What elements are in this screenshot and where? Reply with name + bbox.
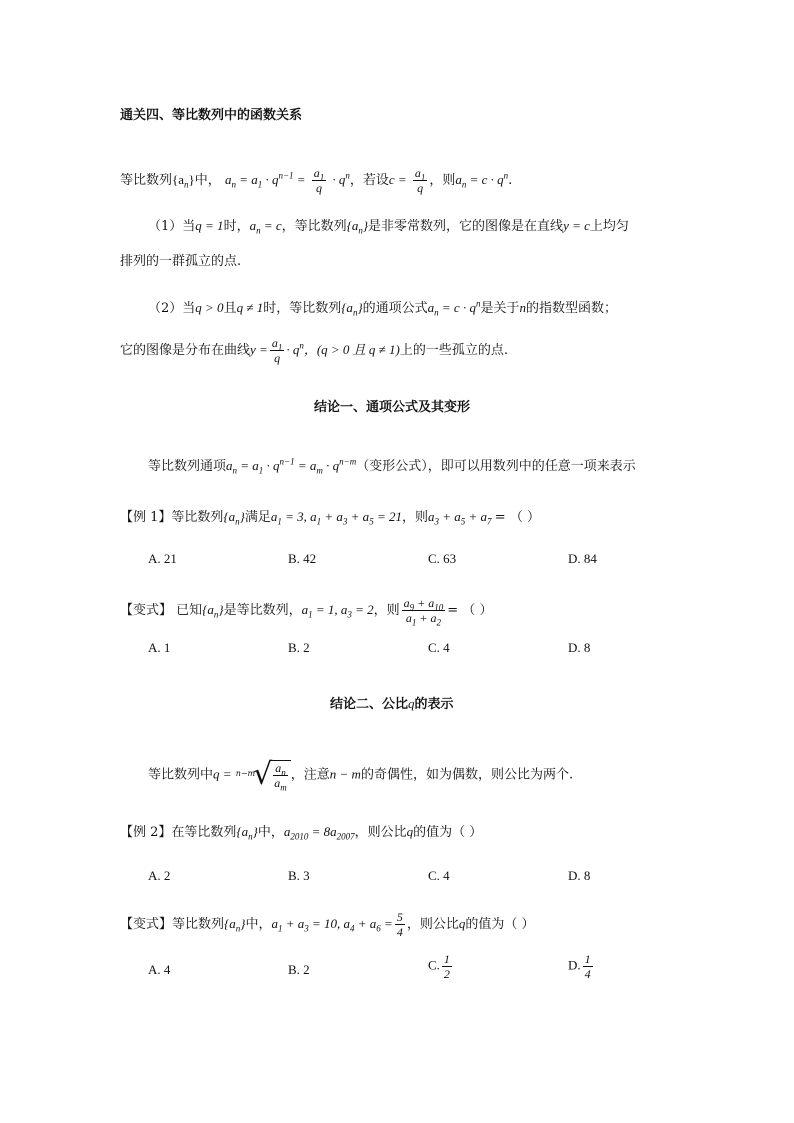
intro-formula-tail: · $q^n$ [332, 170, 350, 187]
conclusion-2-title: 结论二、公比q的表示 [330, 696, 454, 712]
example-2-option-c[interactable]: C. 4 [428, 868, 450, 883]
variant-2-option-c[interactable]: C. $\frac{1}{2}$ [428, 952, 450, 981]
intro-c-eq: c = [388, 172, 407, 187]
example-2-option-a[interactable]: A. 2 [148, 868, 171, 883]
example-2-option-d[interactable]: D. 8 [568, 868, 591, 883]
example-1-option-a[interactable]: A. 21 [148, 551, 177, 566]
point-2-line-1: （2）当q > 0且q ≠ 1时，等比数列$\{a_n\}$的通项公式$a_n = c \cdot q^n$是关于n的指数型函数； [148, 298, 617, 318]
intro-suffix2: ，则 [429, 173, 456, 188]
conclusion-2-body: 等比数列中q = n−m √ $\frac{a_n}{a_m}$ ，注意n − m的奇偶性，如为偶数，则公比为两个. [148, 757, 574, 793]
intro-result: $a_n = c \cdot q^n$ [455, 170, 509, 190]
example-1-question: 【例 1】等比数列$\{a_n\}$满足$a_1 = 3$, $a_1 + a_3 + a_5 = 21$，则$a_3 + a_5 + a_7$ = （ ） [120, 509, 540, 527]
variant-2-question: 【变式】等比数列$\{a_n\}$中，$a_1 + a_3 = 10$, $a_4 + a_6$ = $\frac{5}{4}$ ，则公比q的值为（ ） [120, 910, 535, 939]
intro-mid: 中， [194, 173, 221, 188]
sequence-notation: $\{a_n\}$ [172, 172, 195, 190]
example-2-option-b[interactable]: B. 3 [288, 868, 310, 883]
point-1-line-1: （1）当q = 1时，$a_n = c$，等比数列$\{a_n\}$是非零常数列，它的图像是在直线y = c上均匀 [148, 218, 629, 236]
example-2-question: 【例 2】在等比数列$\{a_n\}$中，$a_{2010} = 8a_{2007}$，则公比q的值为（ ） [120, 824, 483, 842]
conclusion-1-title: 结论一、通项公式及其变形 [314, 400, 471, 415]
variant-1-option-a[interactable]: A. 1 [148, 640, 171, 655]
variant-1-question: 【变式】 已知$\{a_n\}$是等比数列，$a_1 = 1$, $a_3 = 2$，则 $\frac{a_9 + a_{10}}{a_1 + a_2}$ = （ ） [120, 596, 493, 628]
variant-1-option-b[interactable]: B. 2 [288, 640, 310, 655]
intro-period: . [508, 173, 513, 188]
variant-1-option-c[interactable]: C. 4 [428, 640, 450, 655]
example-1-option-c[interactable]: C. 63 [428, 551, 457, 566]
intro-suffix1: ，若设 [349, 173, 389, 188]
variant-2-option-a[interactable]: A. 4 [148, 962, 171, 977]
section-title: 通关四、等比数列中的函数关系 [120, 108, 303, 123]
point-1-line-2: 排列的一群孤立的点. [120, 254, 242, 269]
conclusion-1-body: 等比数列通项$a_n = a_1 \cdot q^{n-1} = a_m \cdot q^{n-m}$（变形公式），即可以用数列中的任意一项来表示 [148, 456, 636, 476]
variant-2-option-d[interactable]: D. $\frac{1}{4}$ [568, 952, 591, 981]
example-1-option-b[interactable]: B. 42 [288, 551, 317, 566]
point-2-line-2: 它的图像是分布在曲线y = $\frac{a_1}{q}$ · $q^n$，(q > 0 且 q ≠ 1)上的一些孤立的点. [120, 336, 509, 365]
intro-line [120, 166, 512, 195]
variant-1-option-d[interactable]: D. 8 [568, 640, 591, 655]
example-1-option-d[interactable]: D. 84 [568, 551, 597, 566]
intro-fraction: $\frac{a_1}{q}$ [313, 166, 325, 195]
variant-1-fraction: $\frac{a_9 + a_{10}}{a_1 + a_2}$ [403, 596, 444, 628]
intro-formula: $a_n = a_1 \cdot q^{n-1}$ = [224, 170, 306, 190]
intro-lead: 等比数列 [120, 173, 173, 188]
intro-fraction-2: $\frac{a_1}{q}$ [414, 166, 426, 195]
nth-root: n−m √ $\frac{a_n}{a_m}$ [236, 760, 291, 790]
variant-2-option-b[interactable]: B. 2 [288, 962, 310, 977]
